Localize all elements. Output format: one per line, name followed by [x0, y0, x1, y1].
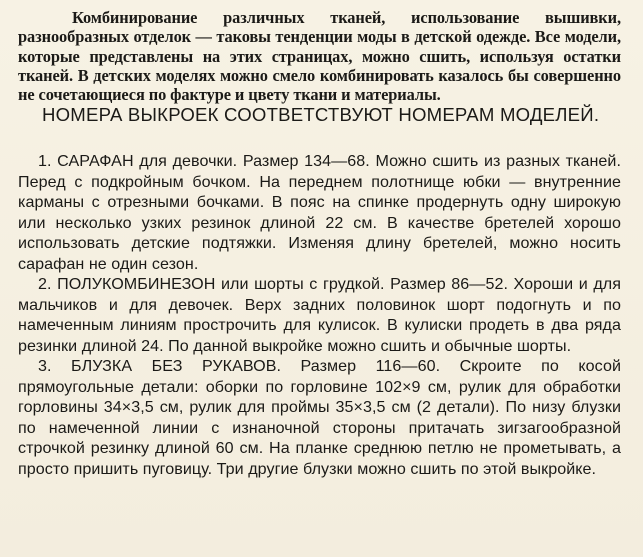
model-item-bluzka: 3. БЛУЗКА БЕЗ РУКАВОВ. Размер 116—60. Скроите по косой прямоугольные детали: оборки по горловине 102×9 см, рулик для обработки горловины 34×3,5 см, рулик для проймы 35×3,5 см (2 детали). По низу блузки по намеченной линии с изнаночной стороны притачать зигзагообразной строчкой резинку длиной 60 см. На планке среднюю петлю не прометывать, а просто пришить пуговицу. Три другие блузки можно сшить по этой выкройке. — [18, 357, 621, 478]
model-item-polukombinezon: 2. ПОЛУКОМБИНЕЗОН или шорты с грудкой. Размер 86—52. Хороши и для мальчиков и для девочек. Верх задних половинок шорт подогнуть и по намеченным линиям прострочить для кулисок. В кулиски продеть в два ряда резинки длиной 24. По данной выкройке можно сшить и обычные шорты. — [18, 275, 621, 355]
intro-paragraph: Комбинирование различных тканей, использование вышивки, разнообразных отделок — таковы тенденции моды в детской одежде. Все модели, которые представлены на этих страницах, можно сшить, используя остатки тканей. В детских моделях можно смело комбинировать казалось бы совершенно не сочетающиеся по фактуре и цвету ткани и материалы. — [18, 8, 621, 105]
section-heading: НОМЕРА ВЫКРОЕК СООТВЕТСТВУЮТ НОМЕРАМ МОДЕЛЕЙ. — [42, 104, 600, 126]
model-list — [18, 151, 621, 479]
model-item-sarafan: 1. САРАФАН для девочки. Размер 134—68. Можно сшить из разных тканей. Перед с подкройным бочком. На переднем полотнище юбки — внутренние карманы с отрезными бочками. В пояс на спинке продернуть одну широкую или несколько узких резинок длиной 22 см. В качестве бретелей хорошо использовать детские подтяжки. Изменяя длину бретелей, можно носить сарафан не один сезон. — [18, 152, 621, 273]
